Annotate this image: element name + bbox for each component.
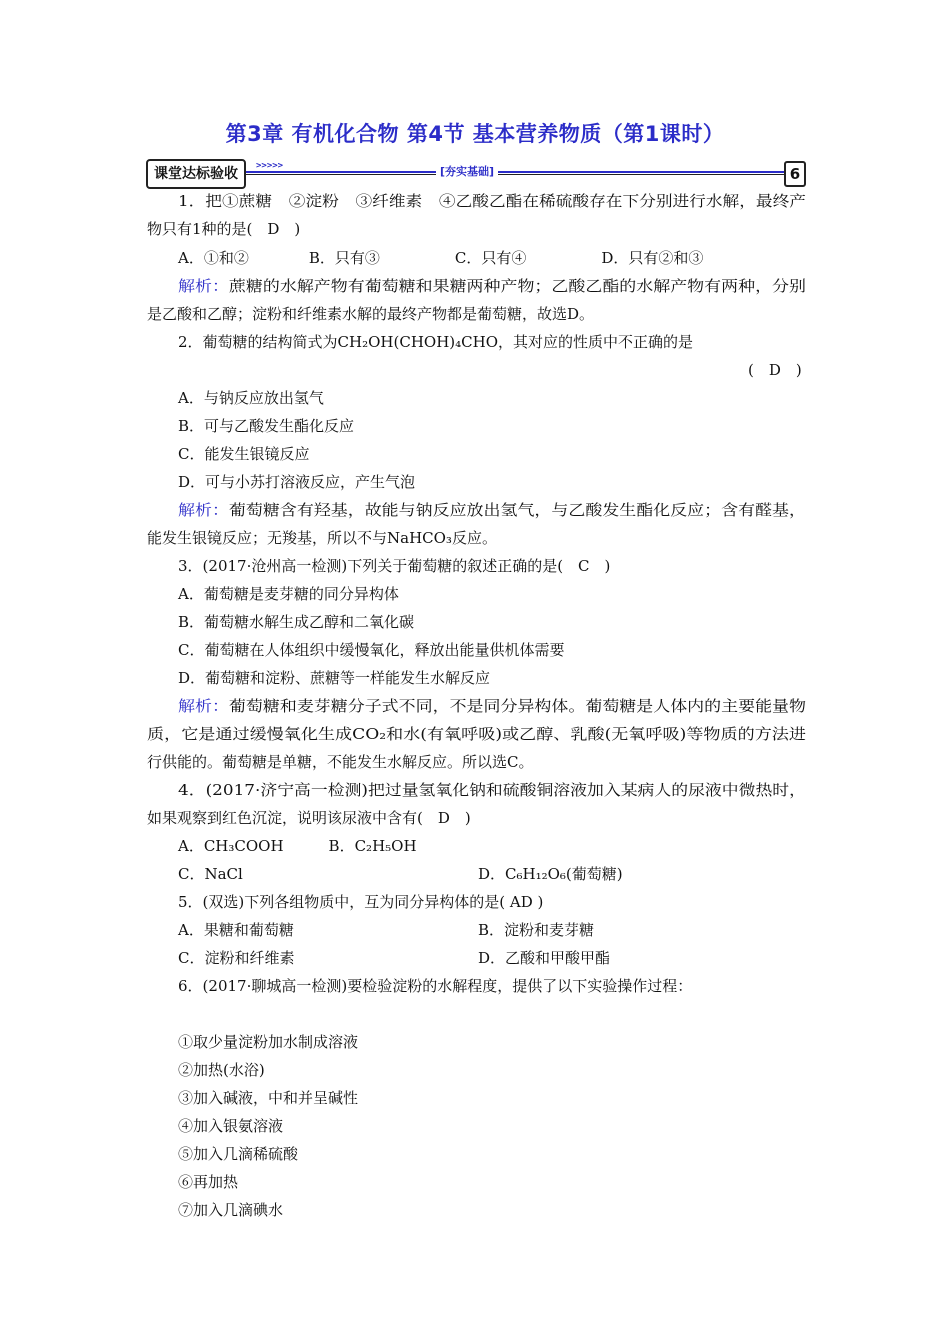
line-text: A．与钠反应放出氢气 xyxy=(178,389,324,407)
text-line xyxy=(178,276,806,296)
text-line xyxy=(178,444,309,464)
line-text: A．①和② B．只有③ C．只有④ D．只有②和③ xyxy=(178,249,704,267)
text-line xyxy=(178,696,806,716)
text-line xyxy=(178,668,490,688)
line-text: 行供能的。葡萄糖是单糖，不能发生水解反应。所以选C。 xyxy=(147,753,534,771)
text-line xyxy=(748,360,802,380)
line-text: ②加热(水浴) xyxy=(178,1061,265,1079)
text-line xyxy=(147,724,806,744)
text-line xyxy=(178,584,399,604)
text-line xyxy=(178,416,354,436)
line-text: 1．把①蔗糖 ②淀粉 ③纤维素 ④乙酸乙酯在稀硫酸存在下分别进行水解，最终产 xyxy=(178,192,806,210)
line-text: ①取少量淀粉加水制成溶液 xyxy=(178,1033,359,1051)
text-line xyxy=(478,920,594,940)
text-line xyxy=(147,752,533,772)
text-line xyxy=(178,1144,298,1164)
text-line xyxy=(178,1172,238,1192)
line-text: ③加入碱液，中和并呈碱性 xyxy=(178,1089,359,1107)
line-text: B．可与乙酸发生酯化反应 xyxy=(178,417,355,435)
text-line xyxy=(147,808,471,828)
text-line xyxy=(147,528,497,548)
text-line xyxy=(178,640,564,660)
line-text: 是乙酸和乙醇；淀粉和纤维素水解的最终产物都是葡萄糖，故选D。 xyxy=(147,305,595,323)
line-text: 蔗糖的水解产物有葡萄糖和果糖两种产物；乙酸乙酯的水解产物有两种，分别 xyxy=(228,277,807,295)
line-text: ( D ) xyxy=(748,361,802,379)
text-line xyxy=(178,556,610,576)
text-line xyxy=(178,500,806,520)
line-text: 5．(双选)下列各组物质中，互为同分异构体的是( AD ) xyxy=(178,893,544,911)
line-text: C．葡萄糖在人体组织中缓慢氧化，释放出能量供机体需要 xyxy=(178,641,565,659)
text-line xyxy=(178,780,806,800)
line-text: A．果糖和葡萄糖 xyxy=(178,921,294,939)
text-line xyxy=(178,1116,283,1136)
line-text: D．葡萄糖和淀粉、蔗糖等一样能发生水解反应 xyxy=(178,669,491,687)
line-text: D．C₆H₁₂O₆(葡萄糖) xyxy=(478,865,623,883)
text-line xyxy=(178,864,243,884)
line-text: B．淀粉和麦芽糖 xyxy=(478,921,595,939)
explanation-label: 解析： xyxy=(178,697,229,715)
section-banner xyxy=(146,158,806,188)
text-line xyxy=(178,948,294,968)
line-text: ⑦加入几滴碘水 xyxy=(178,1201,284,1219)
line-text: D．可与小苏打溶液反应，产生气泡 xyxy=(178,473,416,491)
line-text: 4．(2017·济宁高一检测)把过量氢氧化钠和硫酸铜溶液加入某病人的尿液中微热时， xyxy=(178,781,806,799)
text-line xyxy=(178,1088,358,1108)
banner-label: 课堂达标验收 xyxy=(146,159,246,189)
line-text: B．葡萄糖水解生成乙醇和二氧化碳 xyxy=(178,613,415,631)
text-line xyxy=(178,836,417,856)
page-title: 第3章 有机化合物 第4节 基本营养物质（第1课时） xyxy=(225,122,725,146)
line-text: 3．(2017·沧州高一检测)下列关于葡萄糖的叙述正确的是( C ) xyxy=(178,557,611,575)
line-text: C．NaCl xyxy=(178,865,243,883)
banner-number: 6 xyxy=(784,161,806,187)
text-line xyxy=(147,219,300,239)
text-line xyxy=(178,892,543,912)
line-text: 能发生银镜反应；无羧基，所以不与NaHCO₃反应。 xyxy=(147,529,497,547)
line-text: A．葡萄糖是麦芽糖的同分异构体 xyxy=(178,585,399,603)
banner-rule-shadow xyxy=(242,174,784,175)
explanation-label: 解析： xyxy=(178,501,229,519)
line-text: C．淀粉和纤维素 xyxy=(178,949,295,967)
banner-rule xyxy=(242,171,784,173)
text-line xyxy=(478,948,610,968)
text-line xyxy=(178,388,324,408)
text-line xyxy=(178,920,294,940)
line-text: 物只有1种的是( D ) xyxy=(147,220,301,238)
text-line xyxy=(178,472,415,492)
line-text: 6．(2017·聊城高一检测)要检验淀粉的水解程度，提供了以下实验操作过程： xyxy=(178,977,693,995)
text-line xyxy=(178,332,693,352)
text-line xyxy=(178,1032,358,1052)
text-line xyxy=(178,1060,265,1080)
line-text: 葡萄糖含有羟基，故能与钠反应放出氢气，与乙酸发生酯化反应；含有醛基， xyxy=(228,501,807,519)
line-text: 质，它是通过缓慢氧化生成CO₂和水(有氧呼吸)或乙醇、乳酸(无氧呼吸)等物质的方法进 xyxy=(147,725,806,743)
text-line xyxy=(178,1200,283,1220)
line-text: A．CH₃COOH B．C₂H₅OH xyxy=(178,837,417,855)
text-line xyxy=(478,864,623,884)
line-text: ⑤加入几滴稀硫酸 xyxy=(178,1145,299,1163)
text-line xyxy=(178,248,703,268)
line-text: 如果观察到红色沉淀，说明该尿液中含有( D ) xyxy=(147,809,471,827)
banner-tag: [夯实基础] xyxy=(436,163,498,181)
line-text: C．能发生银镜反应 xyxy=(178,445,310,463)
text-line xyxy=(178,191,806,211)
line-text: ④加入银氨溶液 xyxy=(178,1117,284,1135)
explanation-label: 解析： xyxy=(178,277,229,295)
text-line xyxy=(178,612,414,632)
text-line xyxy=(147,304,594,324)
text-line xyxy=(178,976,692,996)
line-text: 葡萄糖和麦芽糖分子式不同，不是同分异构体。葡萄糖是人体内的主要能量物 xyxy=(228,697,807,715)
line-text: 2．葡萄糖的结构简式为CH₂OH(CHOH)₄CHO，其对应的性质中不正确的是 xyxy=(178,333,694,351)
line-text: D．乙酸和甲酸甲酯 xyxy=(478,949,611,967)
line-text: ⑥再加热 xyxy=(178,1173,239,1191)
banner-arrows: >>>>> xyxy=(256,161,284,171)
